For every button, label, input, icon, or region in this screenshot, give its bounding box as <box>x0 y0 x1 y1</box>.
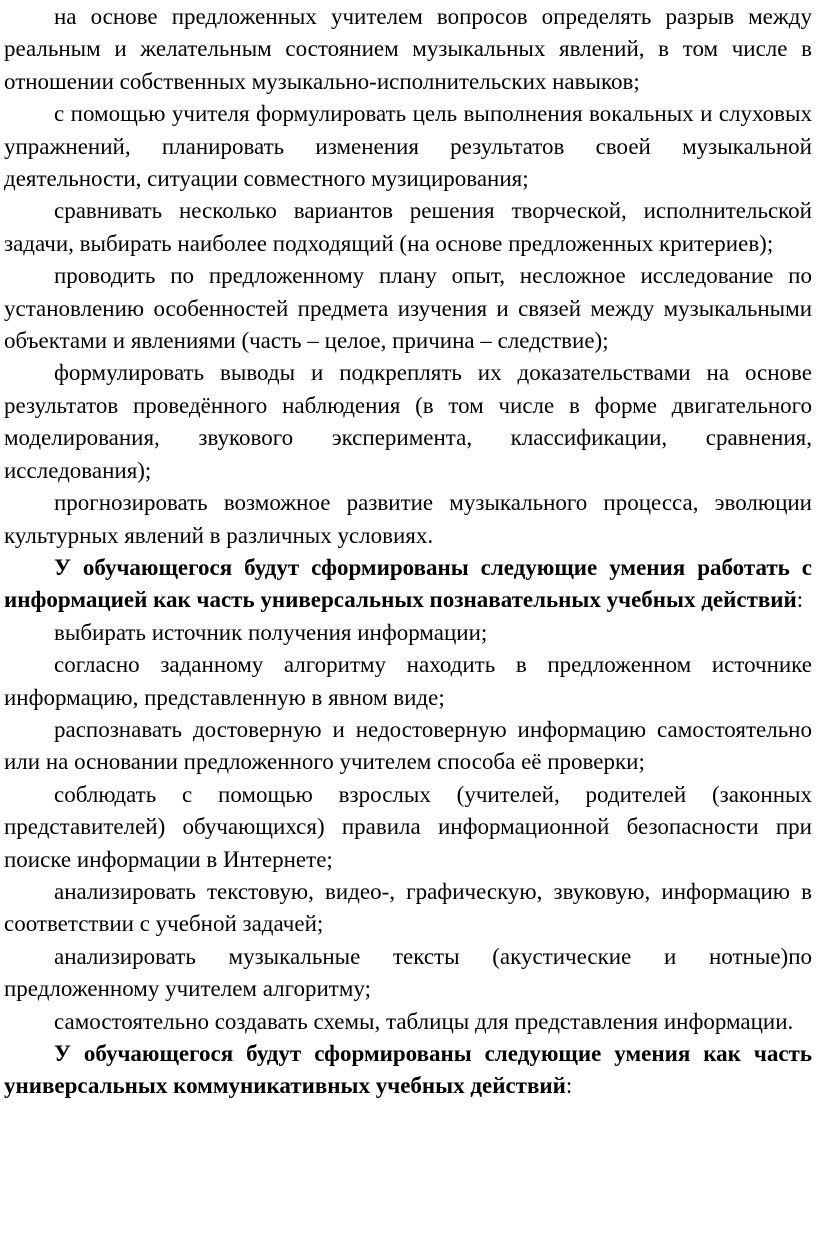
heading-text: У обучающегося будут сформированы следующие умения работать с информацией как часть универсальных познавательных учебных действий <box>4 554 812 613</box>
paragraph-goal-setting: с помощью учителя формулировать цель выполнения вокальных и слуховых упражнений, планировать изменения результатов своей музыкальной деятельности, ситуации совместного музицирования; <box>4 101 812 192</box>
info-item-choose-source: выбирать источник получения информации; <box>54 619 488 645</box>
paragraph-gap-analysis: на основе предложенных учителем вопросов определять разрыв между реальным и желательным состоянием музыкальных явлений, в том числе в отношении собственных музыкально-исполнительских навыков; <box>4 4 812 94</box>
section-heading-information-skills <box>4 552 812 617</box>
heading-colon: : <box>796 587 804 613</box>
paragraph-compare-variants: сравнивать несколько вариантов решения творческой, исполнительской задачи, выбирать наиболее подходящий (на основе предложенных критериев); <box>4 198 812 256</box>
info-item-recognize-reliable-info: распознавать достоверную и недостоверную информацию самостоятельно или на основании предложенного учителем способа её проверки; <box>4 716 812 775</box>
info-item-create-schemes: самостоятельно создавать схемы, таблицы для представления информации. <box>54 1008 794 1034</box>
section-heading-communication-skills <box>4 1038 812 1103</box>
info-item-analyze-media: анализировать текстовую, видео-, графическую, звуковую, информацию в соответствии с учебной задачей; <box>4 878 812 937</box>
info-item-internet-safety: соблюдать с помощью взрослых (учителей, родителей (законных представителей) обучающихся) правила информационной безопасности при поиске информации в Интернете; <box>4 781 812 872</box>
paragraph-conduct-experiment: проводить по предложенному плану опыт, несложное исследование по установлению особенностей предмета изучения и связей между музыкальными объектами и явлениями (часть – целое, причина – следствие); <box>4 263 812 354</box>
info-item-analyze-music-texts: анализировать музыкальные тексты (акустические и нотные)по предложенному учителем алгоритму; <box>4 943 812 1002</box>
heading-text: У обучающегося будут сформированы следующие умения как часть универсальных коммуникативных учебных действий <box>4 1041 812 1099</box>
info-item-find-explicit-info: согласно заданному алгоритму находить в предложенном источнике информацию, представленную в явном виде; <box>4 652 812 710</box>
paragraph-forecast-development: прогнозировать возможное развитие музыкального процесса, эволюции культурных явлений в различных условиях. <box>4 490 812 548</box>
document-page <box>0 1 816 1252</box>
heading-colon: : <box>565 1073 573 1099</box>
paragraph-formulate-conclusions: формулировать выводы и подкреплять их доказательствами на основе результатов проведённого наблюдения (в том числе в форме двигательного моделирования, звукового эксперимента, классификации, сравнения, исследования); <box>4 360 812 483</box>
